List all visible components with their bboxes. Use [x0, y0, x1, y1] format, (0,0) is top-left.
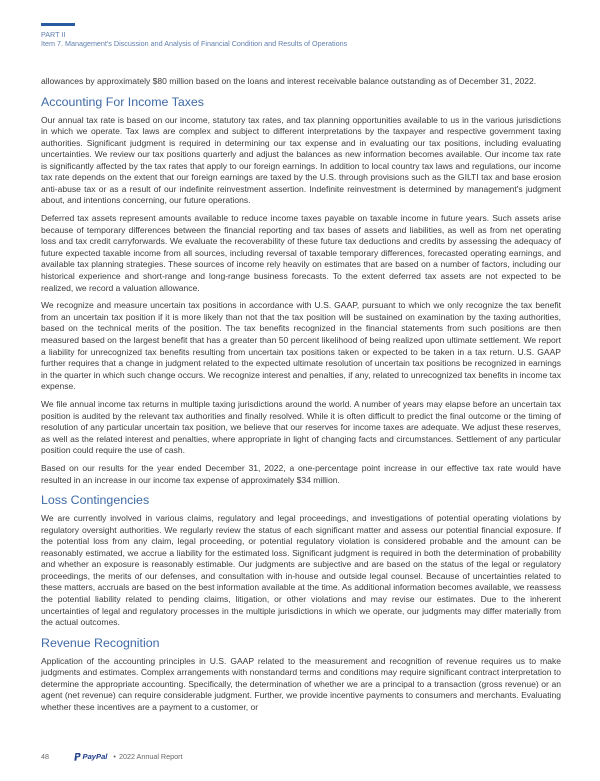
header-accent-bar: [41, 23, 75, 26]
document-body: [41, 76, 561, 720]
intro-paragraph: allowances by approximately $80 million based on the loans and interest receivable balance outstanding as of December 31, 2022.: [41, 76, 537, 86]
page-footer: [41, 752, 183, 762]
logo-text: PayPal: [82, 752, 108, 761]
page-number: 48: [41, 752, 49, 761]
paragraph: We are currently involved in various claims, regulatory and legal proceedings, and investigations of potential operating violations by regulatory oversight authorities. We regularly review the status of each significant matter and assess our potential financial exposure. If the potential loss from any claim, legal proceeding, or potential regulatory violation is considered probable and the amount can be reasonably estimated, we accrue a liability for the estimated loss. Significant judgment is required in both the determination of probability and whether an exposure is reasonably estimable. Our judgments are subjective and are based on the status of the legal or regulatory proceedings, the merits of our defenses, and consultation with in-house and outside legal counsel. Because of uncertainties related to these matters, accruals are based on the best information available at the time. As additional information becomes available, we reassess the potential liability related to pending claims, litigation, or other violations and may revise our estimates. Due to the inherent uncertainties of legal and regulatory processes in the multiple jurisdictions in which we operate, our judgments may differ materially from the actual outcomes.: [41, 513, 561, 628]
paypal-logo: [74, 752, 107, 762]
item-title: Item 7. Management's Discussion and Analysis of Financial Condition and Results of Operations: [41, 39, 348, 49]
running-header: [41, 30, 347, 48]
paragraph: Based on our results for the year ended December 31, 2022, a one-percentage point increase in our effective tax rate would have resulted in an increase in our income tax expense of approximately $34 million.: [41, 463, 561, 485]
part-label: PART II: [41, 30, 66, 39]
report-label: 2022 Annual Report: [118, 752, 183, 761]
section-heading-revenue-recognition: Revenue Recognition: [41, 635, 160, 650]
paragraph: Our annual tax rate is based on our income, statutory tax rates, and tax planning opportunities available to us in the various jurisdictions in which we operate. Tax laws are complex and subject to different interpretations by the taxpayer and respective government taxing authorities. Significant judgment is required in determining our tax expense and in evaluating our tax positions, including evaluating uncertainties. We review our tax positions quarterly and adjust the balances as new information becomes available. Our income tax rate is significantly affected by the tax rates that apply to our foreign earnings. In addition to local country tax laws and regulations, our income tax rate depends on the extent that our foreign earnings are taxed by the U.S. through provisions such as the GILTI tax and base erosion anti-abuse tax or as a result of our indefinite reinvestment assertion. Indefinite reinvestment is determined by management's judgment about, and intentions concerning, our future operations.: [41, 114, 561, 206]
paypal-logo-icon: [74, 753, 81, 761]
paragraph: We file annual income tax returns in multiple taxing jurisdictions around the world. A number of years may elapse before an uncertain tax position is audited by the relevant tax authorities and finally resolved. While it is often difficult to predict the final outcome or the timing of resolution of any particular uncertain tax position, we believe that our reserves for income taxes are adequate. We adjust these reserves, as well as the related interest and penalties, where appropriate in light of changing facts and circumstances. Settlement of any particular position could require the use of cash.: [41, 399, 561, 456]
paragraph: Application of the accounting principles in U.S. GAAP related to the measurement and recognition of revenue requires us to make judgments and estimates. Complex arrangements with nonstandard terms and conditions may require significant contract interpretation to determine the appropriate accounting. Specifically, the determination of whether we are a principal to a transaction (gross revenue) or an agent (net revenue) can require considerable judgment. Further, we provide incentive payments to consumers and merchants. Evaluating whether these incentives are a payment to a customer, or: [41, 655, 561, 712]
section-heading-income-taxes: Accounting For Income Taxes: [41, 94, 204, 109]
footer-separator: •: [113, 752, 116, 761]
paragraph: We recognize and measure uncertain tax positions in accordance with U.S. GAAP, pursuant to which we only recognize the tax benefit from an uncertain tax position if it is more likely than not that the tax position will be sustained on examination by the taxing authorities, based on the technical merits of the position. The tax benefits recognized in the financial statements from such positions are then measured based on the largest benefit that has a greater than 50 percent likelihood of being realized upon ultimate settlement. We report a liability for unrecognized tax benefits resulting from uncertain tax positions taken or expected to be taken in a tax return. U.S. GAAP further requires that a change in judgment related to the expected ultimate resolution of uncertain tax positions be recognized in earnings in the quarter in which such change occurs. We recognize interest and penalties, if any, related to unrecognized tax benefits in income tax expense.: [41, 300, 561, 392]
section-heading-loss-contingencies: Loss Contingencies: [41, 493, 150, 508]
paragraph: Deferred tax assets represent amounts available to reduce income taxes payable on taxable income in future years. Such assets arise because of temporary differences between the financial reporting and tax bases of assets and liabilities, as well as from net operating loss and tax credit carryforwards. We evaluate the recoverability of these future tax deductions and credits by assessing the adequacy of future expected taxable income from all sources, including reversal of taxable temporary differences, forecasted operating earnings, and available tax planning strategies. These sources of income rely heavily on estimates that are based on a number of factors, including our historical experience and short-range and long-range business forecasts. To the extent deferred tax assets are not expected to be realized, we record a valuation allowance.: [41, 213, 561, 293]
